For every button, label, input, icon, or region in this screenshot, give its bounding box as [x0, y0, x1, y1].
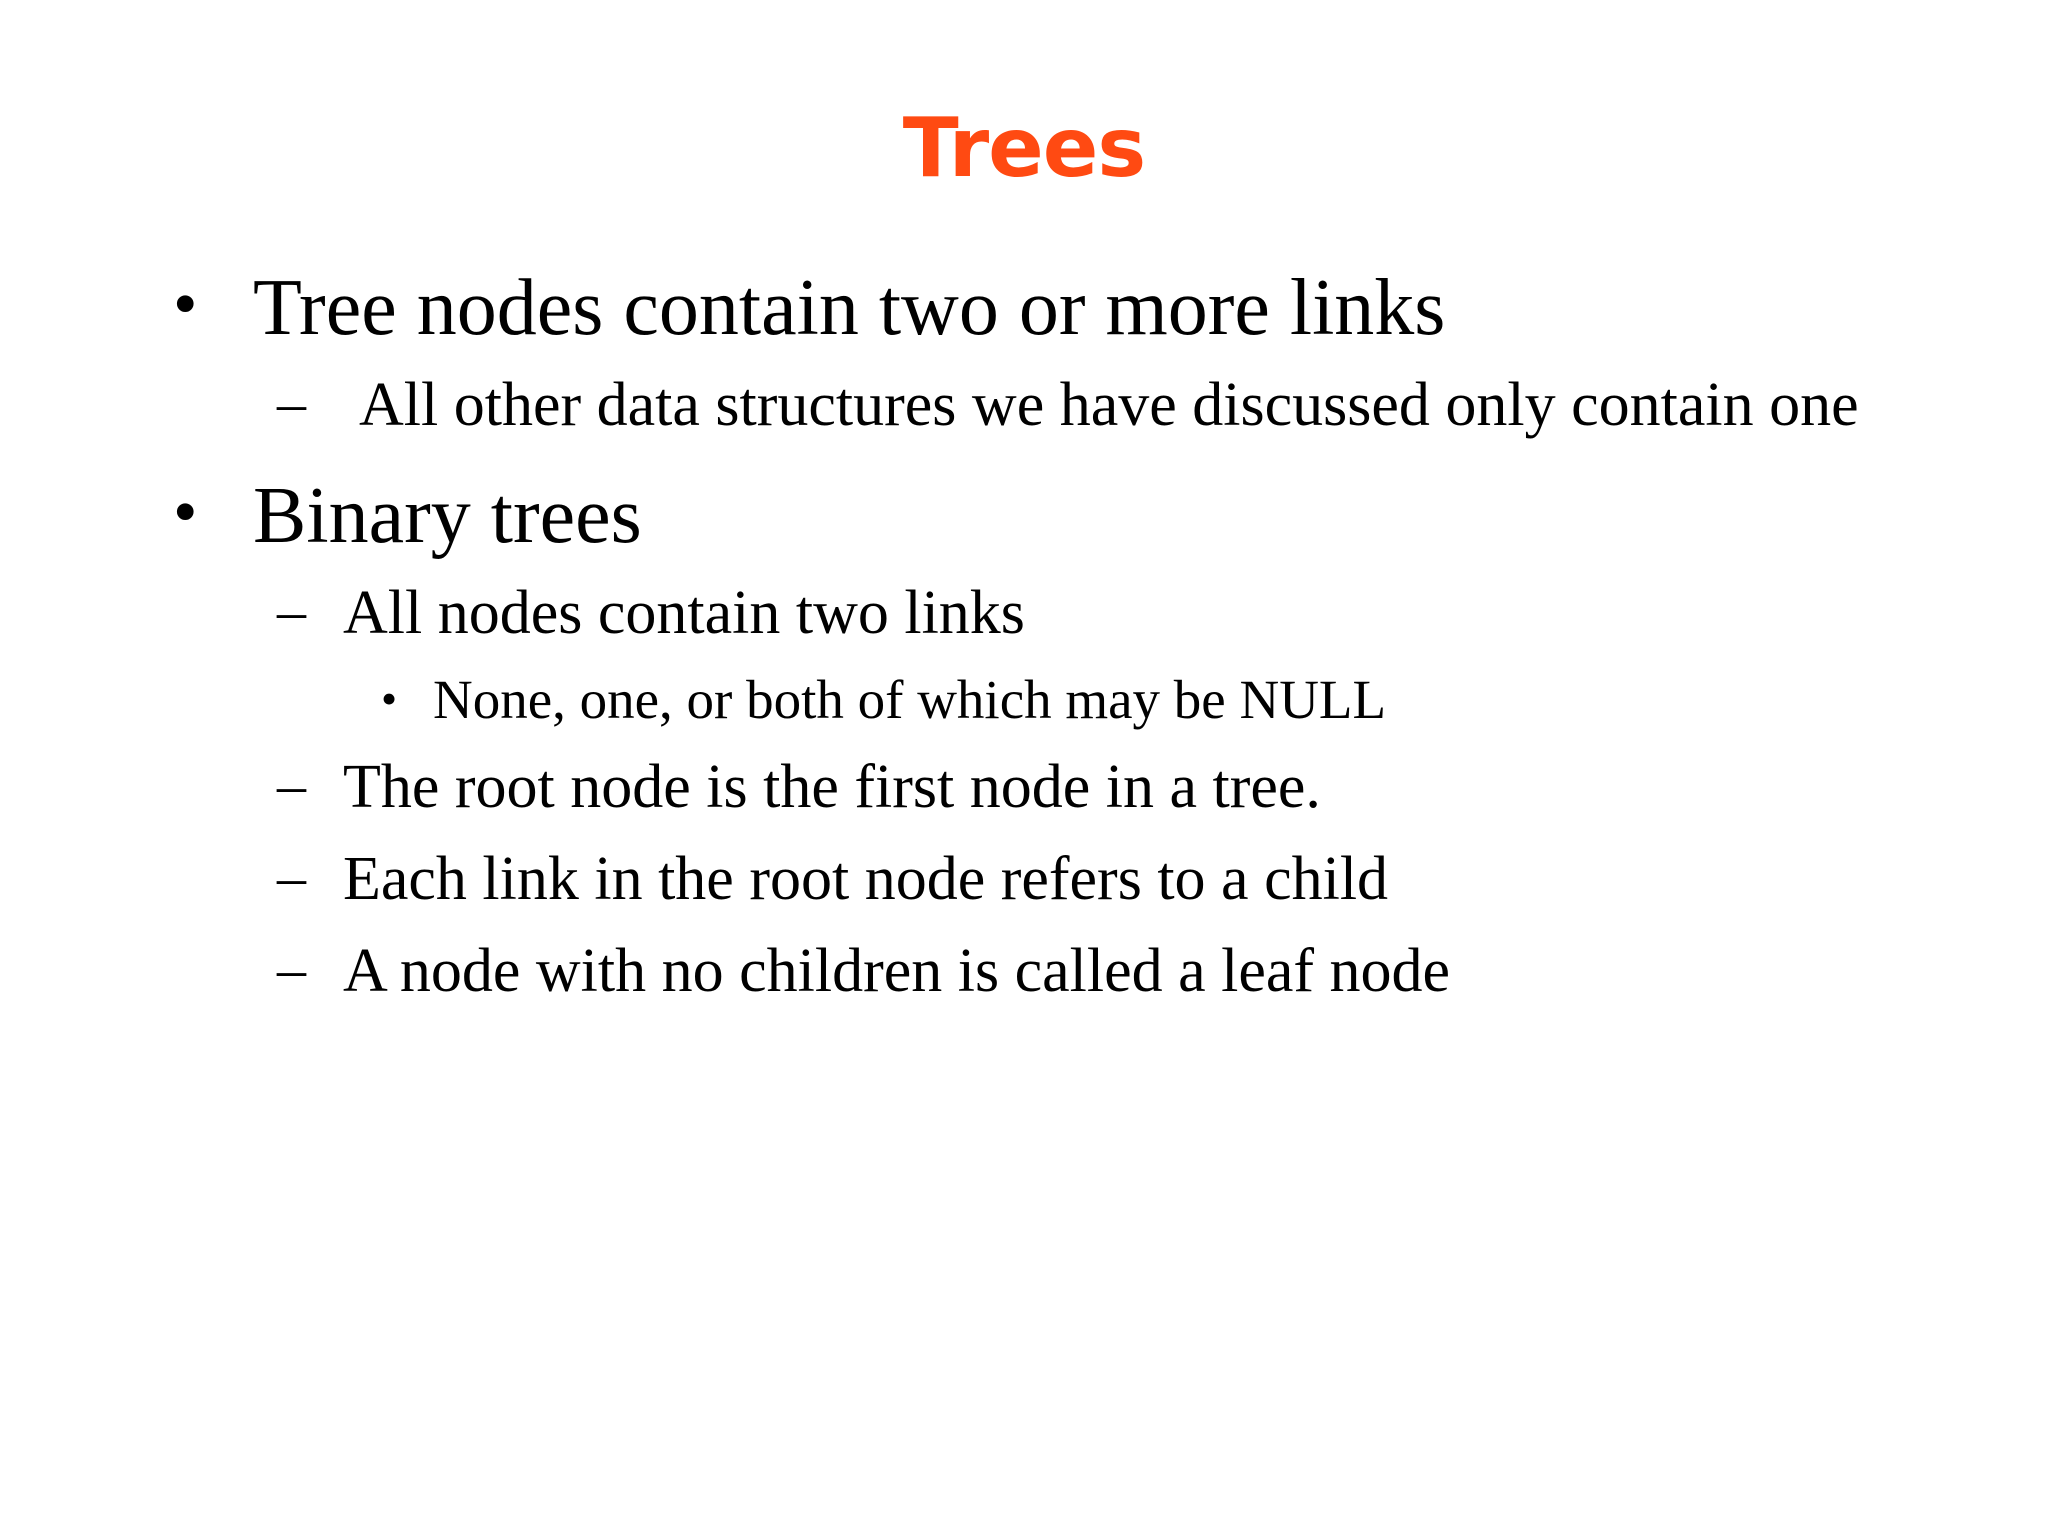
dash-icon: – [277, 936, 306, 1001]
subsubbullet-text-null: None, one, or both of which may be NULL [433, 669, 1387, 730]
dash-icon: – [277, 370, 306, 435]
bullet-icon: • [173, 266, 198, 343]
small-bullet-icon: • [381, 673, 398, 724]
subbullet-text-two-links: All nodes contain two links [343, 579, 1025, 647]
subbullet-text-child-link: Each link in the root node refers to a child [343, 845, 1389, 913]
dash-icon: – [277, 844, 306, 909]
subbullet-text-root-node: The root node is the first node in a tree. [343, 753, 1321, 821]
bullet-text-binary-trees: Binary trees [253, 472, 642, 560]
bullet-text-tree-nodes: Tree nodes contain two or more links [253, 264, 1446, 352]
bullet-icon: • [173, 474, 198, 551]
dash-icon: – [277, 752, 306, 817]
subbullet-text-leaf-node: A node with no children is called a leaf node [343, 937, 1451, 1005]
dash-icon: – [277, 578, 306, 643]
subbullet-text-other-structures: All other data structures we have discussed only contain one [359, 371, 1859, 439]
slide-title: Trees [902, 101, 1146, 196]
